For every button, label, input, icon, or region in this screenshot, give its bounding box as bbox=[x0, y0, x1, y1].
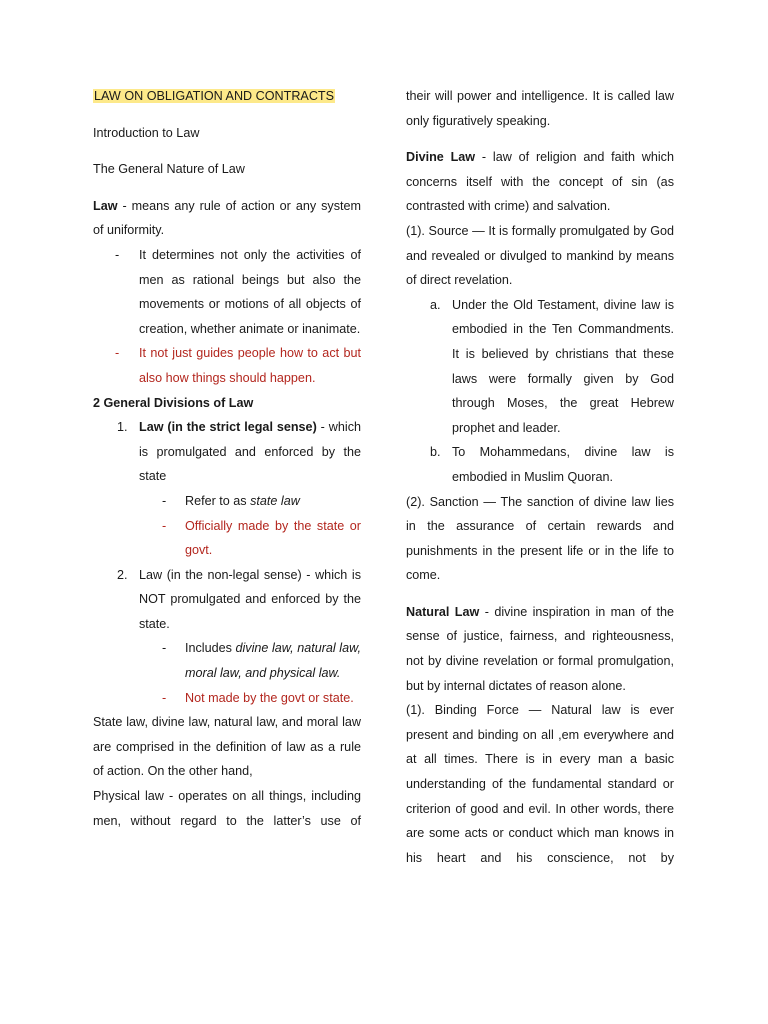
numbered-item-text: Law (in the non-legal sense) - which is NOT promulgated and enforced by the state. bbox=[139, 567, 361, 631]
natural-law-term: Natural Law bbox=[406, 604, 480, 619]
document-title bbox=[93, 84, 361, 109]
right-column bbox=[406, 84, 674, 870]
number-marker: 1. bbox=[117, 420, 128, 435]
general-nature-heading: The General Nature of Law bbox=[93, 162, 245, 177]
letter-marker: a. bbox=[430, 297, 441, 312]
number-marker: 2. bbox=[117, 567, 128, 582]
intro-heading: Introduction to Law bbox=[93, 125, 200, 140]
bullet-marker: - bbox=[115, 346, 120, 361]
list-item-text: It not just guides people how to act but also how things should happen. bbox=[139, 346, 361, 385]
bullet-marker: - bbox=[162, 493, 167, 508]
bullet-marker: - bbox=[162, 641, 167, 656]
sub-list-item bbox=[139, 489, 361, 514]
lettered-item-text: To Mohammedans, divine law is embodied in Muslim Quoran. bbox=[452, 445, 674, 484]
sub-list-item bbox=[139, 514, 361, 563]
title-highlight: LAW ON OBLIGATION AND CONTRACTS bbox=[94, 89, 335, 103]
sub-list-item-text: Includes divine law, natural law, moral law, and physical law. bbox=[185, 641, 362, 681]
list-item-text: It determines not only the activities of men as rational beings but also the movements or motions of all objects of creation, whether animate or inanimate. bbox=[139, 247, 361, 336]
law-definition-text: - means any rule of action or any system of uniformity. bbox=[93, 198, 361, 238]
divine-law-sanction: (2). Sanction — The sanction of divine law lies in the assurance of certain rewards and punishments in the present life or in the life to come. bbox=[406, 494, 674, 583]
bullet-marker: - bbox=[162, 518, 167, 533]
divine-law-definition: Divine Law - law of religion and faith which concerns itself with the concept of sin (as contrasted with crime) and salvation. bbox=[406, 150, 674, 214]
list-item bbox=[93, 243, 361, 341]
left-column bbox=[93, 84, 361, 833]
natural-law-definition: Natural Law - divine inspiration in man of the sense of justice, fairness, and righteousness, not by divine revelation or formal promulgation, but by internal dictates of reason alone. bbox=[406, 604, 674, 693]
sub-list-item-text: Not made by the govt or state. bbox=[185, 690, 354, 705]
numbered-item bbox=[93, 563, 361, 637]
sub-list-item bbox=[139, 686, 361, 711]
state-law-paragraph: State law, divine law, natural law, and moral law are comprised in the definition of law as a rule of action. On the other hand, bbox=[93, 715, 361, 779]
continuation-paragraph: their will power and intelligence. It is called law only figuratively speaking. bbox=[406, 89, 674, 128]
natural-law-binding-force: (1). Binding Force — Natural law is ever present and binding on all ,em everywhere and at all times. There is in every man a basic understanding of the fundamental standard or criterion of good and evil. In other words, there are some acts or conduct which man knows in his heart and his conscience, not by bbox=[406, 703, 674, 865]
lettered-item bbox=[406, 440, 674, 489]
physical-law-paragraph: Physical law - operates on all things, including men, without regard to the latter’s use of bbox=[93, 789, 361, 828]
lettered-item-text: Under the Old Testament, divine law is embodied in the Ten Commandments. It is believed by christians that these laws were formally given by God through Moses, the great Hebrew prophet and leader. bbox=[452, 297, 674, 435]
divine-law-source: (1). Source — It is formally promulgated by God and revealed or divulged to mankind by means of direct revelation. bbox=[406, 223, 674, 288]
sub-list-item-text: Refer to as state law bbox=[185, 493, 300, 508]
sub-list-item-text: Officially made by the state or govt. bbox=[185, 518, 361, 558]
list-item bbox=[93, 341, 361, 390]
lettered-item bbox=[406, 293, 674, 441]
divine-law-term: Divine Law bbox=[406, 150, 476, 165]
numbered-item-text: Law (in the strict legal sense) - which is promulgated and enforced by the state bbox=[139, 420, 361, 484]
letter-marker: b. bbox=[430, 445, 441, 460]
sub-list-item bbox=[139, 636, 361, 685]
bullet-marker: - bbox=[162, 690, 167, 705]
numbered-item bbox=[93, 415, 361, 489]
law-definition bbox=[93, 194, 361, 243]
bullet-marker: - bbox=[115, 247, 120, 262]
divisions-heading: 2 General Divisions of Law bbox=[93, 395, 254, 410]
law-term: Law bbox=[93, 198, 118, 213]
